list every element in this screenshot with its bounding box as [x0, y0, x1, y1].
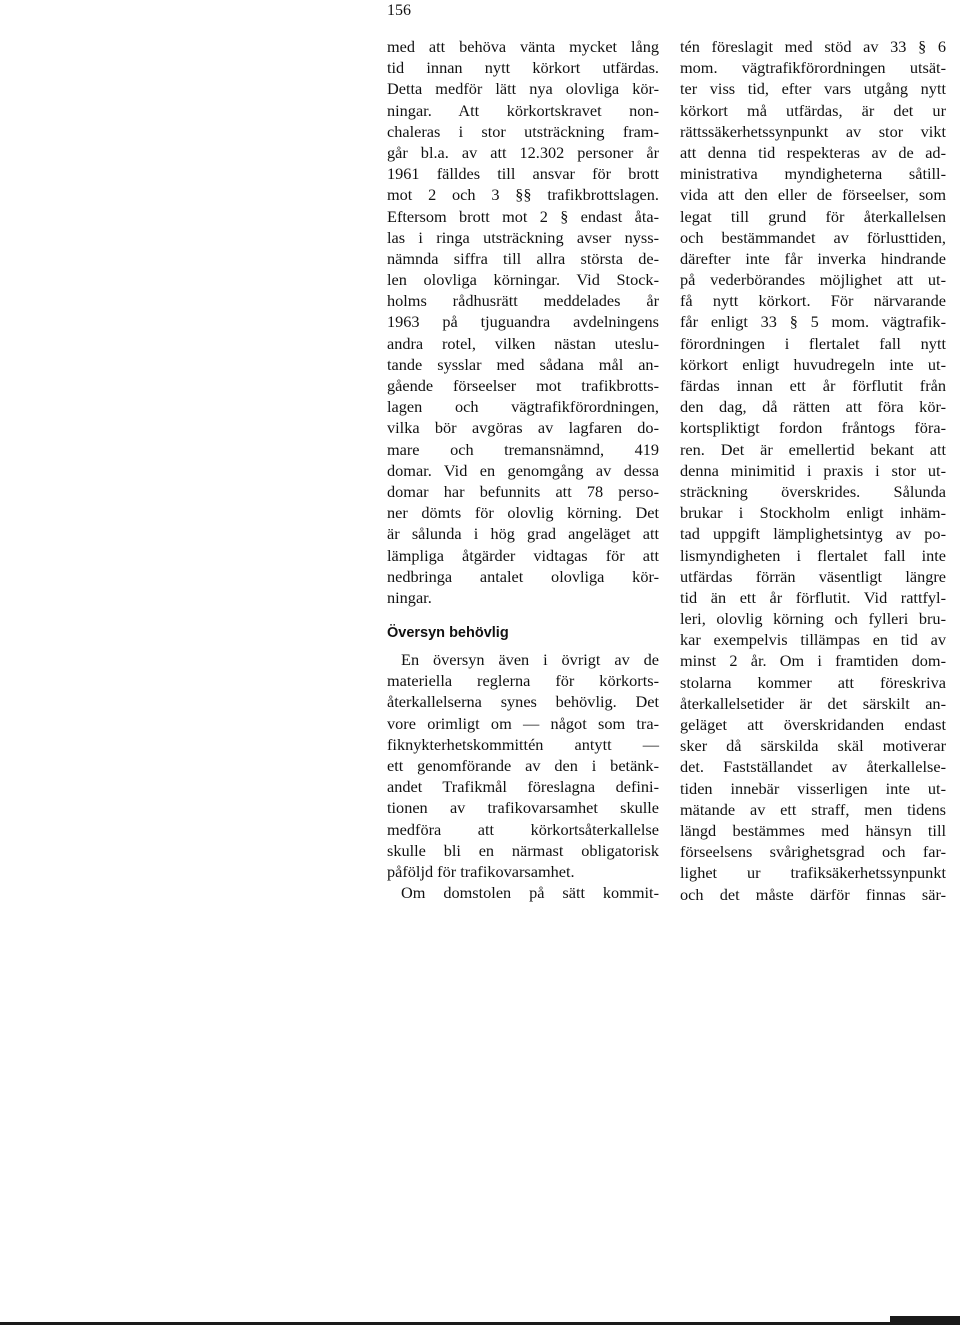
text-line: geläget att överskridanden endast	[680, 715, 946, 734]
text-line: längd bestämmes med hänsyn till	[680, 820, 946, 840]
text-line: fiknykterhetskommittén antytt —	[387, 734, 659, 754]
text-line: få nytt körkort. För närvarande	[680, 291, 946, 311]
text-line: med att behöva vänta mycket lång	[387, 37, 659, 56]
text-line: lismyndigheten i flertalet fall inte	[680, 545, 946, 565]
text-line: vore orimligt om — något som tra-	[387, 713, 659, 733]
text-line: tionen av trafikovarsamhet skulle	[387, 798, 659, 818]
text-line: och bestämmandet av förlusttiden,	[680, 227, 946, 247]
text-line: är sålunda i hög grad angeläget att	[387, 524, 659, 544]
text-line: mom. vägtrafikförordningen utsät-	[680, 58, 946, 78]
section-heading: Översyn behövlig	[387, 625, 509, 642]
text-line: tande sysslar med sådana mål an-	[387, 354, 659, 374]
text-line: förseelsens svårighetsgrad och far-	[680, 842, 946, 862]
paragraph	[680, 36, 946, 905]
text-line: lämpliga åtgärder vidtagas för att	[387, 545, 659, 565]
text-line: återkallelsetider är det särskilt an-	[680, 693, 946, 713]
text-line: kar exempelvis tillämpas en tid av	[680, 630, 946, 650]
text-line: materiella reglerna för körkorts-	[387, 671, 659, 691]
text-line: holms rådhusrätt meddelades år	[387, 291, 659, 311]
text-line: andra rotel, vilken nästan uteslu-	[387, 333, 659, 353]
bottom-corner-mark	[890, 1316, 960, 1325]
text-line: vilka bör avgöras av lagfaren do-	[387, 418, 659, 438]
text-line: 1961 fälldes till ansvar för brott	[387, 164, 659, 184]
text-line: körkort enligt huvudregeln inte ut-	[680, 354, 946, 374]
text-line: ren. Det är emellertid bekant att	[680, 439, 946, 459]
text-line: leri, olovlig körning och fylleri bru-	[680, 609, 946, 629]
text-line: chaleras i stor utsträckning fram-	[387, 121, 659, 141]
text-line: ningar.	[387, 587, 432, 607]
text-line: återkallelserna synes behövlig. Det	[387, 692, 659, 712]
text-line: utfärdas förrän väsentligt längre	[680, 566, 946, 586]
text-line: Detta medför lätt nya olovliga kör-	[387, 79, 659, 99]
text-line: ministrativa myndigheterna såtill-	[680, 164, 946, 184]
text-line: domar har befunnits att 78 perso-	[387, 481, 659, 501]
text-line: rättssäkerhetssynpunkt av stor vikt	[680, 121, 946, 141]
text-line: påföljd för trafikovarsamhet.	[387, 861, 575, 881]
text-line: och det måste därför finnas sär-	[680, 884, 946, 904]
text-line: det. Fastställandet av återkallelse-	[680, 757, 946, 777]
text-line: brukar i Stockholm enligt inhäm-	[680, 503, 946, 523]
paragraph	[387, 882, 659, 903]
text-line: mot 2 och 3 §§ trafikbrottslagen.	[387, 185, 659, 205]
text-line: mare och tremansnämnd, 419	[387, 439, 659, 459]
text-line: vida att den eller de förseelser, som	[680, 185, 946, 205]
text-line: tiden innebär visserligen inte ut-	[680, 778, 946, 798]
text-line: sträckning överskrides. Sålunda	[680, 481, 946, 501]
text-line: andet Trafikmål föreslagna defini-	[387, 777, 659, 797]
text-line: las i ringa utsträckning avser nyss-	[387, 227, 659, 247]
text-line: ningar. Att körkortskravet non-	[387, 100, 659, 120]
left-column	[387, 36, 659, 903]
text-line: går bl.a. av att 12.302 personer år	[387, 142, 659, 162]
text-line: på vederbörandes möjlighet att ut-	[680, 270, 946, 290]
text-line: ner dömts för olovlig körning. Det	[387, 503, 659, 523]
text-line: att denna tid respekteras av de ad-	[680, 142, 946, 162]
right-column	[680, 36, 946, 905]
text-line: ter viss tid, efter vars utgång nytt	[680, 79, 946, 99]
text-line: körkort må utfärdas, är det ur	[680, 100, 946, 120]
text-line: nedbringa antalet olovliga kör-	[387, 566, 659, 586]
text-line: domar. Vid en genomgång av dessa	[387, 460, 659, 480]
text-line: kortspliktigt fordon fråntogs föra-	[680, 418, 946, 438]
text-line: därefter inte får inverka hindrande	[680, 248, 946, 268]
text-line: tid än ett år förflutit. Vid rattfyl-	[680, 587, 946, 607]
text-line: tén föreslagit med stöd av 33 § 6	[680, 37, 946, 56]
text-line: len olovliga körningar. Vid Stock-	[387, 270, 659, 290]
text-line: ett genomförande av den i betänk-	[387, 756, 659, 775]
text-line: lagen och vägtrafikförordningen,	[387, 397, 659, 417]
page-number: 156	[387, 2, 411, 19]
text-line: nämnda siffra till allra största de-	[387, 248, 659, 268]
text-line: 1963 på tjuguandra avdelningens	[387, 312, 659, 332]
text-line: färdas innan ett år förflutit från	[680, 376, 946, 395]
text-line: den dag, då rätten att föra kör-	[680, 397, 946, 417]
paragraph	[387, 649, 659, 882]
text-line: En översyn även i övrigt av de	[401, 650, 659, 670]
text-line: medföra att körkortsåterkallelse	[387, 819, 659, 839]
text-line: gående förseelser mot trafikbrotts-	[387, 376, 659, 395]
text-line: skulle bli en närmast obligatorisk	[387, 840, 659, 860]
text-line: minst 2 år. Om i framtiden dom-	[680, 651, 946, 671]
text-line: denna minimitid i praxis i stor ut-	[680, 460, 946, 480]
text-line: får enligt 33 § 5 mom. vägtrafik-	[680, 312, 946, 332]
text-line: lighet ur trafiksäkerhetssynpunkt	[680, 863, 946, 883]
text-line: mätande av ett straff, men tidens	[680, 799, 946, 819]
text-line: Om domstolen på sätt kommit-	[401, 883, 659, 903]
text-line: Eftersom brott mot 2 § endast åta-	[387, 206, 659, 226]
text-line: stolarna kommer att föreskriva	[680, 672, 946, 692]
text-line: sker då särskilda skäl motiverar	[680, 736, 946, 756]
text-line: förordningen i flertalet fall nytt	[680, 333, 946, 353]
bottom-scan-edge	[0, 1322, 960, 1325]
text-line: legat till grund för återkallelsen	[680, 206, 946, 226]
paragraph	[387, 36, 659, 608]
text-line: tid innan nytt körkort utfärdas.	[387, 58, 659, 78]
text-line: tad uppgift lämplighetsintyg av po-	[680, 524, 946, 544]
